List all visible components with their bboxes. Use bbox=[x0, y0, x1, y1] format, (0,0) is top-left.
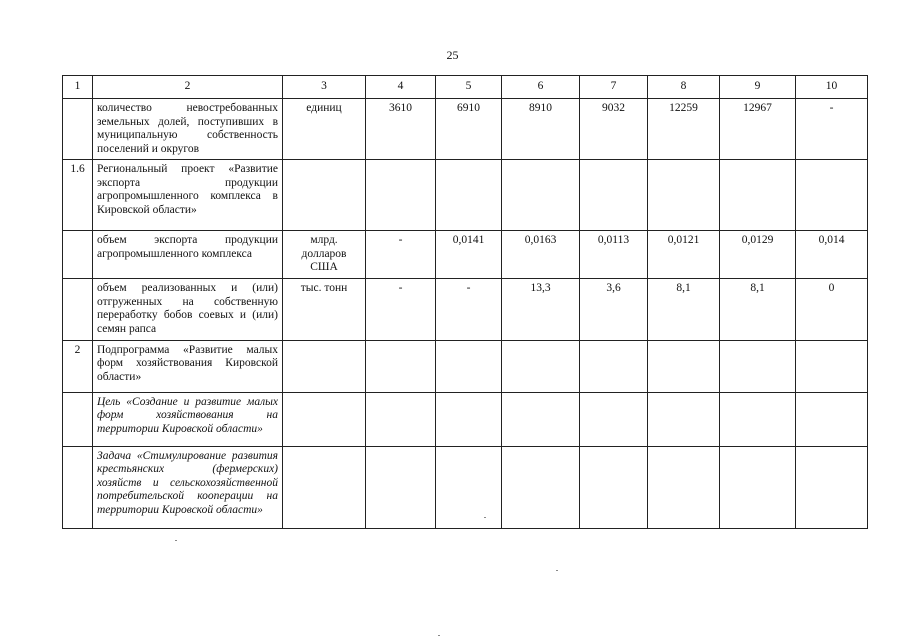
unit-cell: единиц bbox=[283, 99, 366, 160]
value-cell: 8,1 bbox=[720, 279, 796, 340]
indicator-name: Задача «Стимулирование развития крестьянских (фермерских) хозяйств и сельскохозяйственной потребительской кооперации на территории Кировской области» bbox=[93, 446, 283, 528]
value-cell bbox=[502, 160, 580, 231]
value-cell bbox=[366, 446, 436, 528]
indicator-name: количество невостребованных земельных долей, поступивших в муниципальную собственность поселений и округов bbox=[93, 99, 283, 160]
table-header-row bbox=[63, 76, 868, 99]
table-row bbox=[63, 160, 868, 231]
indicator-name: объем экспорта продукции агропромышленного комплекса bbox=[93, 231, 283, 279]
value-cell: 8,1 bbox=[648, 279, 720, 340]
column-header: 6 bbox=[502, 76, 580, 99]
table-row bbox=[63, 231, 868, 279]
value-cell bbox=[366, 160, 436, 231]
column-header: 3 bbox=[283, 76, 366, 99]
column-header: 2 bbox=[93, 76, 283, 99]
unit-cell: тыс. тонн bbox=[283, 279, 366, 340]
value-cell bbox=[720, 160, 796, 231]
value-cell bbox=[648, 160, 720, 231]
unit-cell bbox=[283, 340, 366, 392]
value-cell: 13,3 bbox=[502, 279, 580, 340]
table-row bbox=[63, 340, 868, 392]
value-cell: 6910 bbox=[436, 99, 502, 160]
value-cell bbox=[648, 392, 720, 446]
row-number bbox=[63, 279, 93, 340]
value-cell bbox=[796, 160, 868, 231]
value-cell: 8910 bbox=[502, 99, 580, 160]
column-header: 5 bbox=[436, 76, 502, 99]
value-cell bbox=[502, 340, 580, 392]
page-number: 25 bbox=[446, 48, 459, 62]
row-number bbox=[63, 99, 93, 160]
value-cell bbox=[648, 340, 720, 392]
value-cell: 9032 bbox=[580, 99, 648, 160]
value-cell bbox=[436, 446, 502, 528]
value-cell: 0,014 bbox=[796, 231, 868, 279]
value-cell bbox=[720, 392, 796, 446]
scan-speck bbox=[556, 570, 558, 571]
column-header: 8 bbox=[648, 76, 720, 99]
value-cell: 3,6 bbox=[580, 279, 648, 340]
value-cell bbox=[436, 160, 502, 231]
value-cell: - bbox=[366, 231, 436, 279]
value-cell bbox=[580, 392, 648, 446]
column-header: 1 bbox=[63, 76, 93, 99]
value-cell bbox=[502, 446, 580, 528]
indicator-name: Цель «Создание и развитие малых форм хозяйствования на территории Кировской области» bbox=[93, 392, 283, 446]
value-cell: 3610 bbox=[366, 99, 436, 160]
row-number bbox=[63, 231, 93, 279]
scan-speck bbox=[175, 540, 177, 541]
value-cell: 0,0163 bbox=[502, 231, 580, 279]
value-cell bbox=[796, 340, 868, 392]
indicator-name: объем реализованных и (или) отгруженных на собственную переработку бобов соевых и (или) семян рапса bbox=[93, 279, 283, 340]
value-cell: - bbox=[796, 99, 868, 160]
value-cell bbox=[436, 392, 502, 446]
value-cell: 0,0129 bbox=[720, 231, 796, 279]
column-header: 10 bbox=[796, 76, 868, 99]
row-number: 2 bbox=[63, 340, 93, 392]
unit-cell bbox=[283, 446, 366, 528]
column-header: 7 bbox=[580, 76, 648, 99]
value-cell: 0 bbox=[796, 279, 868, 340]
value-cell: 12967 bbox=[720, 99, 796, 160]
unit-cell: млрд. долларов США bbox=[283, 231, 366, 279]
table-row bbox=[63, 279, 868, 340]
table-row bbox=[63, 99, 868, 160]
value-cell: 0,0121 bbox=[648, 231, 720, 279]
scan-speck bbox=[484, 517, 486, 518]
table-row bbox=[63, 392, 868, 446]
value-cell bbox=[720, 446, 796, 528]
indicator-name: Подпрограмма «Развитие малых форм хозяйствования Кировской области» bbox=[93, 340, 283, 392]
value-cell: 12259 bbox=[648, 99, 720, 160]
row-number bbox=[63, 392, 93, 446]
value-cell bbox=[580, 340, 648, 392]
indicators-table bbox=[62, 75, 868, 529]
value-cell bbox=[436, 340, 502, 392]
value-cell bbox=[796, 446, 868, 528]
indicator-name: Региональный проект «Развитие экспорта продукции агропромышленного комплекса в Кировской области» bbox=[93, 160, 283, 231]
unit-cell bbox=[283, 160, 366, 231]
value-cell bbox=[366, 340, 436, 392]
value-cell bbox=[796, 392, 868, 446]
column-header: 4 bbox=[366, 76, 436, 99]
row-number bbox=[63, 446, 93, 528]
value-cell bbox=[502, 392, 580, 446]
value-cell: 0,0113 bbox=[580, 231, 648, 279]
row-number: 1.6 bbox=[63, 160, 93, 231]
value-cell bbox=[580, 160, 648, 231]
unit-cell bbox=[283, 392, 366, 446]
value-cell: - bbox=[366, 279, 436, 340]
value-cell bbox=[580, 446, 648, 528]
value-cell: 0,0141 bbox=[436, 231, 502, 279]
column-header: 9 bbox=[720, 76, 796, 99]
value-cell bbox=[366, 392, 436, 446]
scan-speck bbox=[438, 635, 440, 636]
table-row bbox=[63, 446, 868, 528]
value-cell bbox=[720, 340, 796, 392]
value-cell bbox=[648, 446, 720, 528]
value-cell: - bbox=[436, 279, 502, 340]
